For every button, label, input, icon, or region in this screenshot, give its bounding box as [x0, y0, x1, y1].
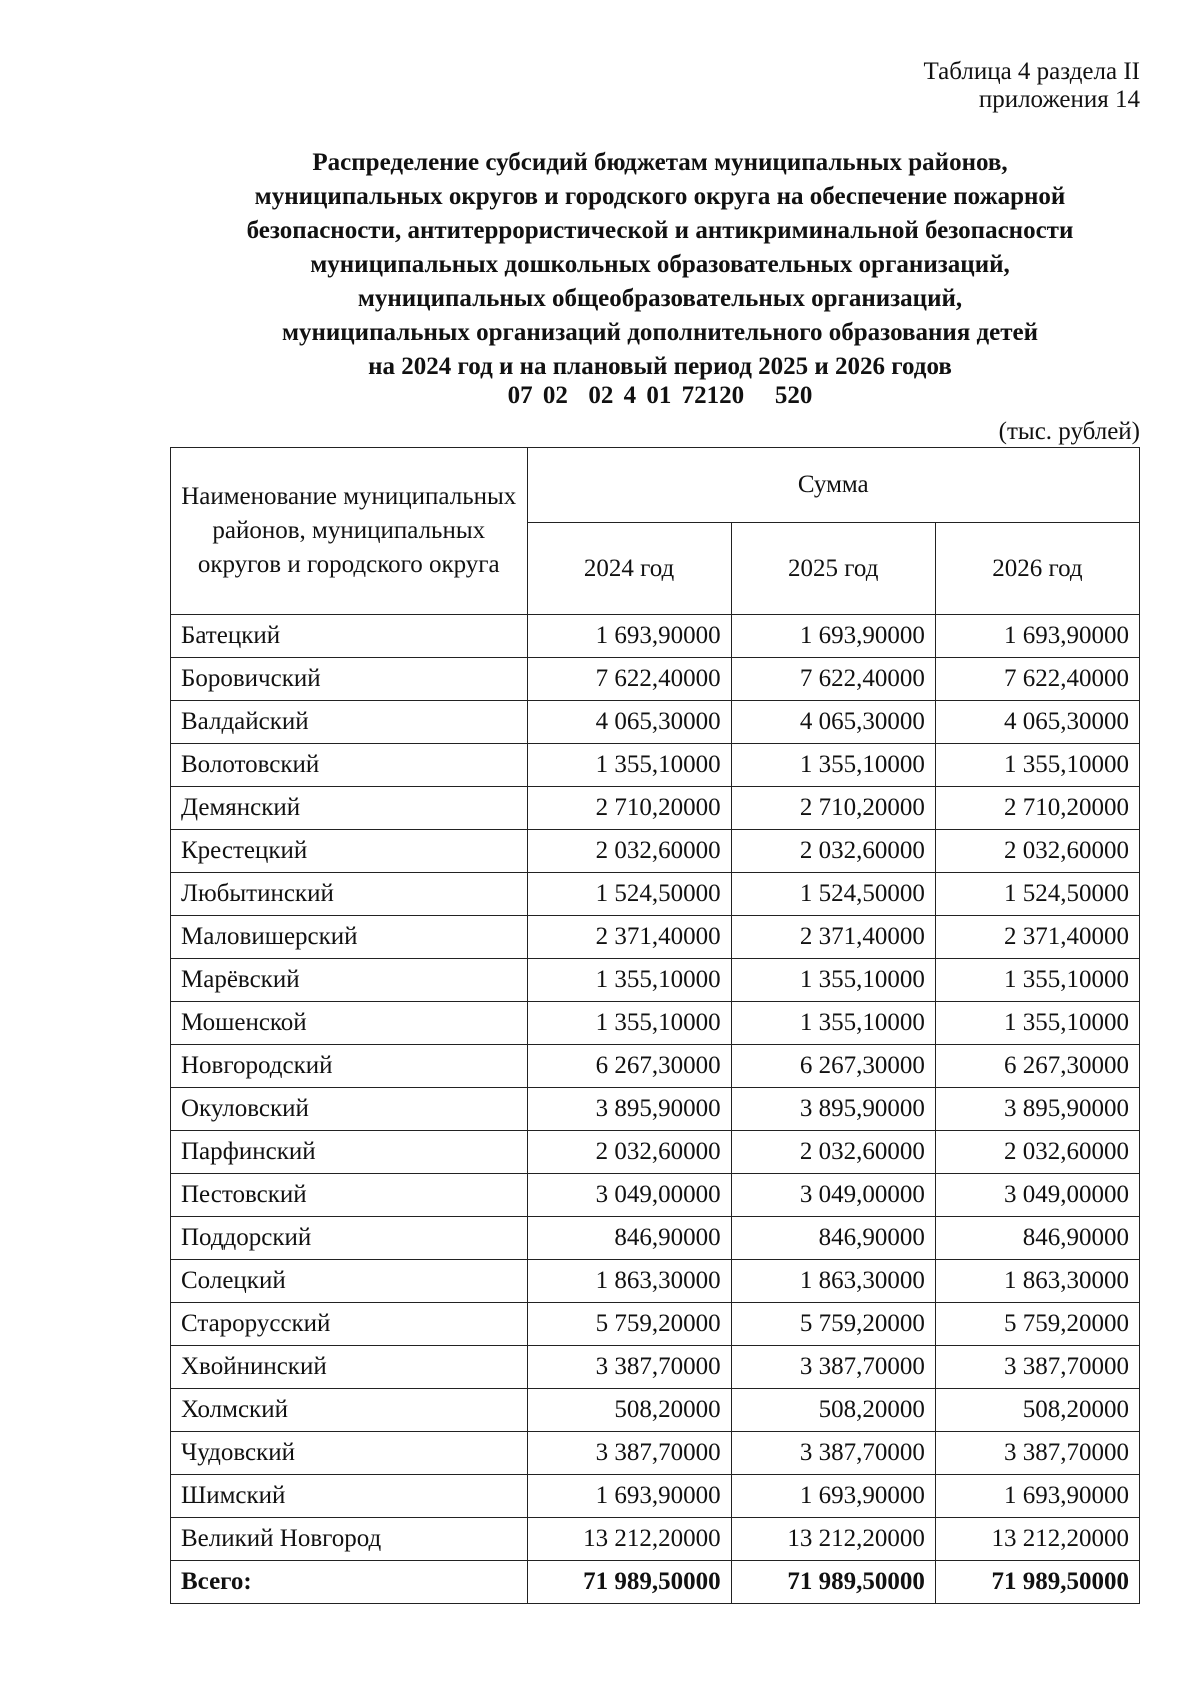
title-line: безопасности, антитеррористической и антикриминальной безопасности	[246, 217, 1074, 244]
value-2025-cell: 1 863,30000	[731, 1260, 935, 1303]
value-2026-cell: 2 032,60000	[935, 830, 1139, 873]
table-row	[171, 1217, 1140, 1260]
district-name-cell: Валдайский	[171, 701, 528, 744]
subsidy-table	[170, 447, 1140, 1604]
district-name-cell: Батецкий	[171, 615, 528, 658]
appendix-reference	[924, 58, 1140, 114]
district-name-cell: Хвойнинский	[171, 1346, 528, 1389]
value-2024-cell: 3 049,00000	[527, 1174, 731, 1217]
table-row	[171, 1088, 1140, 1131]
column-header-name: Наименование муниципальных районов, муниципальных округов и городского округа	[171, 448, 528, 615]
value-2024-cell: 846,90000	[527, 1217, 731, 1260]
district-name-cell: Маловишерский	[171, 916, 528, 959]
title-line: на 2024 год и на плановый период 2025 и 2026 годов	[368, 353, 952, 380]
district-name-cell: Новгородский	[171, 1045, 528, 1088]
table-row	[171, 1303, 1140, 1346]
value-2024-cell: 2 032,60000	[527, 1131, 731, 1174]
value-2025-cell: 1 524,50000	[731, 873, 935, 916]
value-2024-cell: 2 032,60000	[527, 830, 731, 873]
unit-label: (тыс. рублей)	[998, 418, 1140, 445]
value-2024-cell: 508,20000	[527, 1389, 731, 1432]
value-2024-cell: 3 895,90000	[527, 1088, 731, 1131]
value-2025-cell: 3 895,90000	[731, 1088, 935, 1131]
value-2026-cell: 5 759,20000	[935, 1303, 1139, 1346]
value-2025-cell: 3 387,70000	[731, 1432, 935, 1475]
value-2025-cell: 4 065,30000	[731, 701, 935, 744]
value-2024-cell: 2 371,40000	[527, 916, 731, 959]
value-2024-cell: 1 693,90000	[527, 615, 731, 658]
value-2024-cell: 71 989,50000	[527, 1561, 731, 1604]
value-2025-cell: 5 759,20000	[731, 1303, 935, 1346]
value-2026-cell: 71 989,50000	[935, 1561, 1139, 1604]
district-name-cell: Чудовский	[171, 1432, 528, 1475]
title-line: муниципальных организаций дополнительного образования детей	[281, 319, 1039, 346]
value-2024-cell: 1 355,10000	[527, 1002, 731, 1045]
table-row	[171, 1518, 1140, 1561]
column-header-sum: Сумма	[527, 448, 1139, 523]
value-2026-cell: 3 387,70000	[935, 1432, 1139, 1475]
value-2025-cell: 2 032,60000	[731, 830, 935, 873]
table-row	[171, 959, 1140, 1002]
table-header-row	[171, 448, 1140, 523]
value-2026-cell: 1 693,90000	[935, 1475, 1139, 1518]
value-2024-cell: 13 212,20000	[527, 1518, 731, 1561]
table-row	[171, 830, 1140, 873]
table-row	[171, 1045, 1140, 1088]
value-2026-cell: 3 049,00000	[935, 1174, 1139, 1217]
value-2024-cell: 1 524,50000	[527, 873, 731, 916]
table-row	[171, 1002, 1140, 1045]
district-name-cell: Крестецкий	[171, 830, 528, 873]
value-2024-cell: 1 693,90000	[527, 1475, 731, 1518]
value-2025-cell: 846,90000	[731, 1217, 935, 1260]
value-2026-cell: 6 267,30000	[935, 1045, 1139, 1088]
table-total-row	[171, 1561, 1140, 1604]
district-name-cell: Боровичский	[171, 658, 528, 701]
district-name-cell: Великий Новгород	[171, 1518, 528, 1561]
table-row	[171, 658, 1140, 701]
appendix-line-2: приложения 14	[978, 86, 1140, 113]
title-line: Распределение субсидий бюджетам муниципальных районов,	[312, 149, 1008, 176]
value-2024-cell: 3 387,70000	[527, 1432, 731, 1475]
title-line: муниципальных дошкольных образовательных организаций,	[310, 251, 1010, 278]
value-2025-cell: 2 710,20000	[731, 787, 935, 830]
value-2026-cell: 1 863,30000	[935, 1260, 1139, 1303]
value-2026-cell: 1 355,10000	[935, 959, 1139, 1002]
value-2024-cell: 1 355,10000	[527, 959, 731, 1002]
district-name-cell: Демянский	[171, 787, 528, 830]
value-2024-cell: 1 863,30000	[527, 1260, 731, 1303]
table-row	[171, 744, 1140, 787]
value-2026-cell: 7 622,40000	[935, 658, 1139, 701]
table-row	[171, 1346, 1140, 1389]
title-line: муниципальных округов и городского округа на обеспечение пожарной	[254, 183, 1066, 210]
value-2024-cell: 4 065,30000	[527, 701, 731, 744]
value-2025-cell: 1 355,10000	[731, 959, 935, 1002]
table-row	[171, 873, 1140, 916]
district-name-cell: Окуловский	[171, 1088, 528, 1131]
district-name-cell: Любытинский	[171, 873, 528, 916]
value-2025-cell: 71 989,50000	[731, 1561, 935, 1604]
value-2026-cell: 1 355,10000	[935, 744, 1139, 787]
value-2025-cell: 2 371,40000	[731, 916, 935, 959]
district-name-cell: Волотовский	[171, 744, 528, 787]
value-2024-cell: 3 387,70000	[527, 1346, 731, 1389]
district-name-cell: Парфинский	[171, 1131, 528, 1174]
table-row	[171, 1432, 1140, 1475]
value-2025-cell: 3 049,00000	[731, 1174, 935, 1217]
district-name-cell: Шимский	[171, 1475, 528, 1518]
table-row	[171, 916, 1140, 959]
value-2024-cell: 2 710,20000	[527, 787, 731, 830]
value-2026-cell: 3 387,70000	[935, 1346, 1139, 1389]
district-name-cell: Мошенской	[171, 1002, 528, 1045]
document-title	[120, 146, 1200, 384]
value-2025-cell: 508,20000	[731, 1389, 935, 1432]
value-2024-cell: 6 267,30000	[527, 1045, 731, 1088]
table-row	[171, 1475, 1140, 1518]
value-2024-cell: 1 355,10000	[527, 744, 731, 787]
column-header-year: 2026 год	[935, 523, 1139, 615]
value-2026-cell: 2 371,40000	[935, 916, 1139, 959]
value-2026-cell: 13 212,20000	[935, 1518, 1139, 1561]
column-header-year: 2025 год	[731, 523, 935, 615]
column-header-year: 2024 год	[527, 523, 731, 615]
district-name-cell: Старорусский	[171, 1303, 528, 1346]
value-2026-cell: 1 355,10000	[935, 1002, 1139, 1045]
value-2025-cell: 2 032,60000	[731, 1131, 935, 1174]
value-2026-cell: 846,90000	[935, 1217, 1139, 1260]
table-body	[171, 615, 1140, 1604]
value-2025-cell: 1 355,10000	[731, 744, 935, 787]
value-2026-cell: 4 065,30000	[935, 701, 1139, 744]
value-2026-cell: 1 693,90000	[935, 615, 1139, 658]
table-row	[171, 1174, 1140, 1217]
district-name-cell: Солецкий	[171, 1260, 528, 1303]
value-2025-cell: 1 355,10000	[731, 1002, 935, 1045]
table-row	[171, 1131, 1140, 1174]
appendix-line-1: Таблица 4 раздела II	[923, 58, 1140, 85]
value-2024-cell: 7 622,40000	[527, 658, 731, 701]
budget-classification-code: 07 02 02 4 01 72120 520	[507, 382, 813, 409]
district-name-cell: Поддорский	[171, 1217, 528, 1260]
value-2025-cell: 6 267,30000	[731, 1045, 935, 1088]
table-row	[171, 787, 1140, 830]
value-2025-cell: 7 622,40000	[731, 658, 935, 701]
district-name-cell: Пестовский	[171, 1174, 528, 1217]
value-2025-cell: 3 387,70000	[731, 1346, 935, 1389]
table-row	[171, 615, 1140, 658]
value-2026-cell: 2 710,20000	[935, 787, 1139, 830]
table-row	[171, 1389, 1140, 1432]
title-line: муниципальных общеобразовательных организаций,	[357, 285, 963, 312]
table-row	[171, 701, 1140, 744]
district-name-cell: Всего:	[171, 1561, 528, 1604]
value-2026-cell: 508,20000	[935, 1389, 1139, 1432]
value-2024-cell: 5 759,20000	[527, 1303, 731, 1346]
table-row	[171, 1260, 1140, 1303]
value-2025-cell: 1 693,90000	[731, 1475, 935, 1518]
value-2025-cell: 13 212,20000	[731, 1518, 935, 1561]
value-2026-cell: 3 895,90000	[935, 1088, 1139, 1131]
value-2025-cell: 1 693,90000	[731, 615, 935, 658]
value-2026-cell: 1 524,50000	[935, 873, 1139, 916]
value-2026-cell: 2 032,60000	[935, 1131, 1139, 1174]
district-name-cell: Холмский	[171, 1389, 528, 1432]
district-name-cell: Марёвский	[171, 959, 528, 1002]
